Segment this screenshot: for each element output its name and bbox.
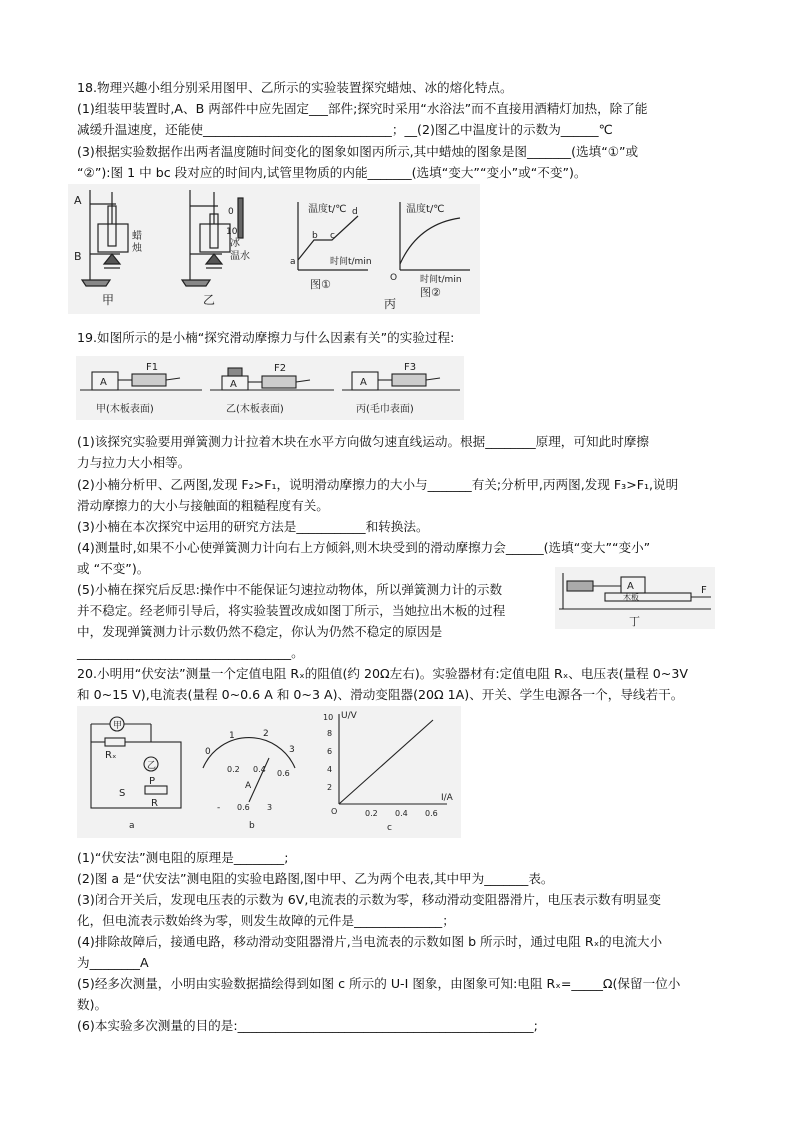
q19-line-7: 或 “不变”)。 — [77, 561, 150, 576]
fig19-c-force: F3 — [404, 362, 417, 373]
q20-line-4: (2)图 a 是“伏安法”测电阻的实验电路图,图中甲、乙为两个电表,其中甲为_______表。 — [77, 871, 554, 886]
fig20c-y-6: 6 — [327, 747, 333, 756]
fig20a-caption: a — [129, 821, 135, 831]
fig20c-xlabel: I/A — [441, 793, 453, 803]
q20-line-3: (1)“伏安法”测电阻的原理是________; — [77, 850, 289, 865]
fig18-label-A: A — [74, 194, 82, 207]
fig18-g1-c: c — [330, 231, 335, 241]
fig19d-caption: 丁 — [629, 615, 640, 628]
fig18-g2-ylabel: 温度t/℃ — [406, 204, 445, 215]
fig20c-x-04: 0.4 — [395, 809, 408, 818]
q19-line-4: 滑动摩擦力的大小与接触面的粗糙程度有关。 — [77, 498, 329, 513]
fig20c-y-2: 2 — [327, 783, 333, 792]
fig19-a-block: A — [100, 377, 107, 388]
q20-line-9: (5)经多次测量，小明由实验数据描绘得到如图 c 所示的 U-I 图象，由图象可知:电阻 Rₓ=_____Ω(保留一位小 — [77, 976, 681, 991]
fig18-ice-label: 冰 — [230, 238, 240, 249]
q18-line-2: 减缓升温速度，还能使______________________________；__(2)图乙中温度计的示数为______℃ — [77, 122, 613, 137]
fig18-g2-origin: O — [390, 273, 398, 283]
fig18-g1-xlabel: 时间t/min — [330, 257, 372, 267]
fig18-label-B: B — [74, 250, 82, 263]
fig20a-rx: Rₓ — [105, 750, 117, 761]
fig20c-ylabel: U/V — [341, 711, 357, 721]
q20-line-2: 和 0~15 V),电流表(量程 0~0.6 A 和 0~3 A)、滑动变阻器(20Ω 1A)、开关、学生电源各一个，导线若干。 — [77, 687, 684, 702]
fig20c-caption: c — [387, 823, 392, 833]
fig20b-scale-02: 0.2 — [227, 765, 240, 774]
fig20a-meter-jia: 甲 — [113, 721, 123, 731]
fig20b-mark-1: 1 — [229, 731, 235, 741]
fig20b-caption: b — [249, 821, 255, 831]
fig20a-switch: S — [119, 788, 126, 799]
fig19-caption-jia: 甲(木板表面) — [96, 404, 154, 415]
fig18-thermo-10: 10 — [226, 227, 238, 237]
fig20b-terminal-minus: - — [217, 803, 221, 813]
q19-line-3: (2)小楠分析甲、乙两图,发现 F₂>F₁，说明滑动摩擦力的大小与_______有关;分析甲,丙两图,发现 F₃>F₁,说明 — [77, 477, 679, 492]
q20-figure — [77, 706, 461, 838]
q19-line-5: (3)小楠在本次探究中运用的研究方法是___________和转换法。 — [77, 519, 429, 534]
fig20c-y-8: 8 — [327, 729, 333, 738]
q19-line-2: 力与拉力大小相等。 — [77, 455, 191, 470]
q19-line-8: (5)小楠在探究后反思:操作中不能保证匀速拉动物体，所以弹簧测力计的示数 — [77, 582, 503, 597]
fig20b-scale-06: 0.6 — [277, 769, 290, 778]
fig18-g2-xlabel: 时间t/min — [420, 275, 462, 285]
q19-figure-ding — [555, 567, 715, 629]
fig19d-board: 木板 — [623, 593, 639, 602]
q18-stem: 18.物理兴趣小组分别采用图甲、乙所示的实验装置探究蜡烛、冰的熔化特点。 — [77, 80, 513, 95]
fig20c-x-06: 0.6 — [425, 809, 438, 818]
q18-line-4: “②”):图 1 中 bc 段对应的时间内,试管里物质的内能_______(选填“变大”“变小”或“不变”)。 — [77, 165, 587, 180]
q20-line-5: (3)闭合开关后，发现电压表的示数为 6V,电流表的示数为零，移动滑动变阻器滑片，电压表示数有明显变 — [77, 892, 662, 907]
fig20c-y-4: 4 — [327, 765, 333, 774]
fig20b-mark-3: 3 — [289, 745, 295, 755]
q19-line-11: __________________________________。 — [77, 645, 304, 660]
q18-line-1: (1)组装甲装置时,A、B 两部件中应先固定___部件;探究时采用“水浴法”而不直接用酒精灯加热，除了能 — [77, 101, 648, 116]
fig19-caption-bing: 丙(毛巾表面) — [356, 404, 414, 415]
q19-line-6: (4)测量时,如果不小心使弹簧测力计向右上方倾斜,则木块受到的滑动摩擦力会______(选填“变大”“变小” — [77, 540, 651, 555]
fig19d-force: F — [701, 585, 707, 596]
fig19-b-block: A — [230, 379, 237, 390]
fig20a-rheostat: R — [151, 798, 158, 809]
q20-line-6: 化，但电流表示数始终为零，则发生故障的元件是______________； — [77, 913, 455, 928]
fig20c-y-10: 10 — [323, 713, 334, 722]
q20-line-10: 数)。 — [77, 997, 108, 1012]
fig18-candle-label-2: 烛 — [132, 243, 142, 254]
fig20b-unit: A — [245, 781, 252, 791]
fig18-g1-b: b — [312, 231, 318, 241]
q18-figure — [68, 184, 480, 314]
fig18-caption-jia: 甲 — [102, 293, 115, 307]
q19-line-9: 并不稳定。经老师引导后，将实验装置改成如图丁所示，当她拉出木板的过程 — [77, 603, 506, 618]
fig20b-mark-0: 0 — [205, 747, 211, 757]
fig20b-scale-04: 0.4 — [253, 765, 266, 774]
q20-line-1: 20.小明用“伏安法”测量一个定值电阻 Rₓ的阻值(约 20Ω左右)。实验器材有:定值电阻 Rₓ、电压表(量程 0~3V — [77, 666, 688, 681]
fig20a-meter-yi: 乙 — [147, 761, 157, 771]
fig20c-x-02: 0.2 — [365, 809, 378, 818]
q19-line-10: 中，发现弹簧测力计示数仍然不稳定，你认为仍然不稳定的原因是 — [77, 624, 443, 639]
fig19-c-block: A — [360, 377, 367, 388]
fig20c-origin: O — [331, 807, 338, 816]
q20-line-8: 为________A — [77, 955, 149, 970]
fig18-g1-d: d — [352, 207, 358, 217]
fig20a-slider: P — [149, 776, 156, 787]
fig20b-terminal-06: 0.6 — [237, 803, 250, 812]
fig19d-block: A — [627, 581, 634, 592]
fig19-a-force: F1 — [146, 362, 159, 373]
q19-line-1: (1)该探究实验要用弹簧测力计拉着木块在水平方向做匀速直线运动。根据________原理，可知此时摩擦 — [77, 434, 649, 449]
fig20b-terminal-3: 3 — [267, 803, 273, 812]
q20-line-7: (4)排除故障后，接通电路，移动滑动变阻器滑片,当电流表的示数如图 b 所示时，通过电阻 Rₓ的电流大小 — [77, 934, 663, 949]
fig18-water-label: 温水 — [230, 251, 250, 262]
q18-line-3: (3)根据实验数据作出两者温度随时间变化的图象如图丙所示,其中蜡烛的图象是图_______(选填“①”或 — [77, 144, 639, 159]
fig18-candle-label: 蜡 — [132, 231, 142, 242]
fig18-caption-yi: 乙 — [203, 293, 216, 307]
fig18-g1-caption: 图① — [310, 278, 331, 291]
fig18-g2-caption: 图② — [420, 286, 441, 299]
fig18-thermo-0: 0 — [228, 207, 234, 217]
q20-line-11: (6)本实验多次测量的目的是:_______________________________________________; — [77, 1018, 538, 1033]
q19-figure — [76, 356, 464, 420]
fig18-g1-ylabel: 温度t/℃ — [308, 204, 347, 215]
q19-stem: 19.如图所示的是小楠“探究滑动摩擦力与什么因素有关”的实验过程: — [77, 330, 455, 345]
fig18-g1-a: a — [290, 257, 296, 267]
fig19-caption-yi: 乙(木板表面) — [226, 404, 284, 415]
fig20b-mark-2: 2 — [263, 729, 269, 739]
fig18-caption-bing: 丙 — [384, 297, 397, 311]
fig19-b-force: F2 — [274, 363, 287, 374]
